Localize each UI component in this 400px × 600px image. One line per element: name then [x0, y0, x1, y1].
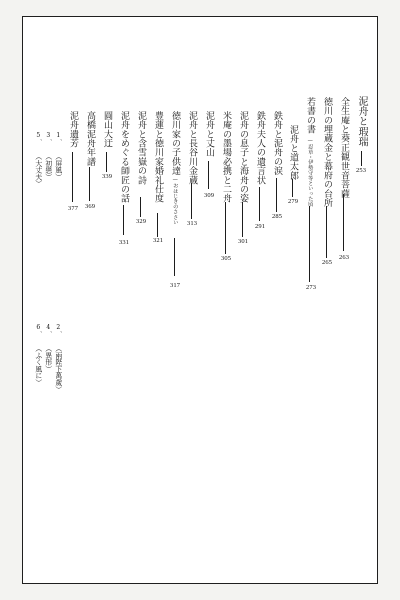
toc-entry-title: 徳川家の子供達	[170, 111, 180, 176]
toc-subitem-number: 2、	[54, 324, 62, 337]
toc-subitem-label: （兩陛下萬歲）	[53, 345, 62, 393]
toc-leader	[140, 197, 141, 217]
toc-entry-title: 泥舟と瑕瑞	[356, 96, 367, 147]
toc-leader	[326, 206, 327, 258]
toc-page-number: 265	[322, 259, 333, 266]
toc-subitem-label: （初戀）	[43, 153, 52, 181]
toc-entry-title: 米庵の墨場必携と二舟	[221, 111, 231, 203]
toc-page-number: 291	[255, 223, 266, 230]
toc-leader	[208, 161, 209, 189]
toc-page-number: 317	[170, 282, 181, 289]
toc-subitem-number: 3、	[44, 132, 52, 145]
toc-subitem-label: （異形）	[43, 345, 52, 373]
toc-page-number: 279	[288, 198, 299, 205]
toc-entry-title: 高橋泥舟年譜	[85, 111, 95, 167]
toc-subitem	[34, 132, 41, 187]
toc-leader	[72, 152, 73, 202]
toc-entry-title: 鉄舟夫人の遺言状	[255, 111, 265, 185]
toc-entry-title: 鉄舟と泥舟の涙	[272, 111, 282, 176]
toc-subitem-number: 5、	[34, 132, 42, 145]
toc-entry-title: 圓山大迂	[102, 111, 112, 148]
toc-page-number: 313	[187, 220, 198, 227]
toc-page-number: 273	[306, 284, 317, 291]
toc-entry-title: 泥舟をめぐる師匠の話	[119, 111, 129, 203]
toc-entry-title: 泥舟と含雪嶽の詩	[136, 111, 146, 185]
toc-entry-title: 全生庵と葵正観世音菩薩	[339, 97, 349, 199]
toc-page-number: 369	[85, 203, 96, 210]
toc-page-number: 329	[136, 218, 147, 225]
toc-leader	[191, 183, 192, 219]
toc-page-number: 377	[68, 205, 79, 212]
toc-entry-note: —忍草・伊勢守等といった頃	[307, 138, 314, 207]
toc-leader	[157, 213, 158, 237]
toc-page-number: 285	[272, 213, 283, 220]
toc-subitem	[54, 132, 61, 180]
toc-page-number: 321	[153, 237, 164, 244]
toc-leader	[106, 152, 107, 172]
toc-leader	[225, 202, 226, 254]
toc-subitem-label: （屏風）	[53, 153, 62, 181]
toc-subitem	[44, 132, 51, 180]
toc-entry-title: 若書の書	[305, 97, 315, 134]
toc-entry-title: 泥舟と長谷川金蔵	[187, 111, 197, 185]
toc-leader	[343, 194, 344, 251]
toc-leader	[259, 187, 260, 221]
toc-leader	[89, 167, 90, 201]
toc-page-number: 253	[356, 167, 367, 174]
toc-page-number: 301	[238, 238, 249, 245]
toc-leader	[174, 238, 175, 276]
toc-leader	[361, 151, 362, 166]
toc-subitem-number: 1、	[54, 132, 62, 145]
toc-leader	[309, 206, 310, 282]
toc-entry-title: 泥舟の息子と海舟の姿	[238, 111, 248, 203]
toc-entry-note: —おはじきのささい	[172, 177, 179, 225]
toc-entry-title: 泥舟と道太郎	[288, 125, 298, 181]
toc-subitem	[54, 324, 61, 393]
toc-subitem-number: 4、	[44, 324, 52, 337]
toc-subitem	[44, 324, 51, 372]
toc-subitem	[34, 324, 41, 386]
toc-subitem-number: 6、	[34, 324, 42, 337]
toc-entry-title: 徳川の埋蔵金と幕府の台所	[322, 97, 332, 208]
toc-page-number: 309	[204, 192, 215, 199]
toc-leader	[242, 202, 243, 237]
toc-leader	[292, 179, 293, 197]
toc-leader	[276, 178, 277, 212]
toc-entry-title: 泥舟と丈山	[204, 111, 214, 157]
toc-leader	[123, 205, 124, 235]
toc-subitem-label: （ふく風に）	[33, 345, 42, 386]
toc-page-number: 331	[119, 239, 130, 246]
toc-subitem-label: （大丈夫）	[33, 153, 42, 187]
toc-page-number: 263	[339, 254, 350, 261]
toc-entry-title: 豊蓮と徳川家婚礼仕度	[153, 111, 163, 203]
toc-entry-title: 泥舟遺芳	[68, 111, 78, 148]
toc-page-number: 305	[221, 255, 232, 262]
toc-page-number: 339	[102, 173, 113, 180]
